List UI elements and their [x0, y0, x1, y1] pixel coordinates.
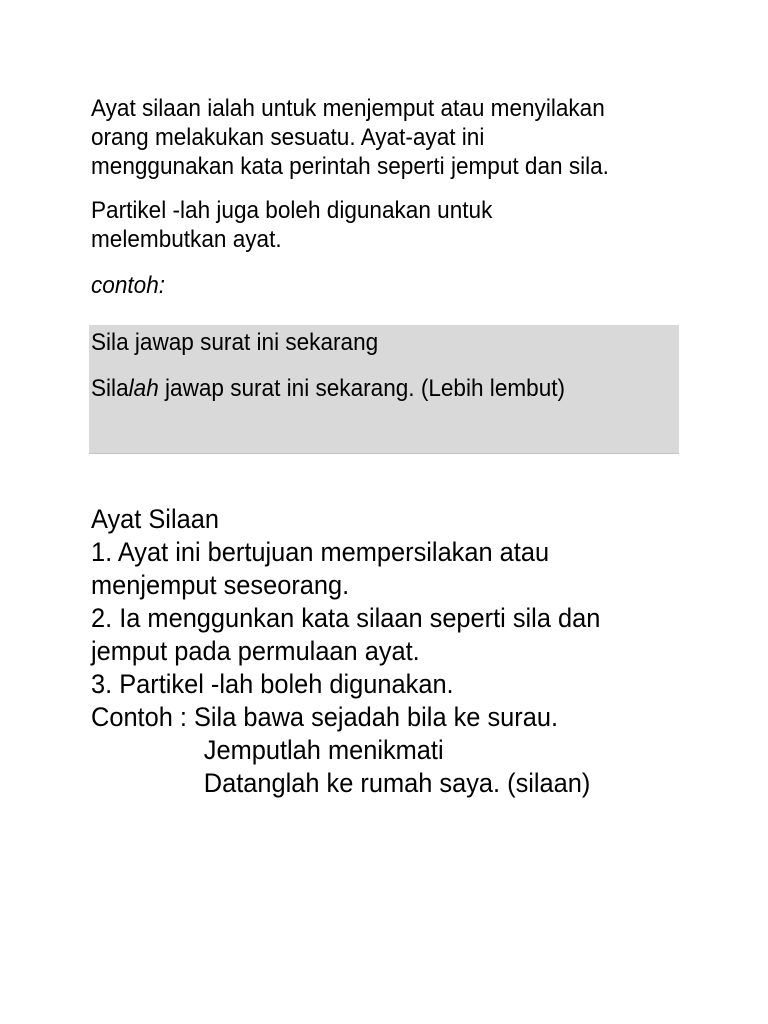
intro-paragraph-1-line-1: Ayat silaan ialah untuk menjemput atau menyilakan [91, 95, 605, 122]
notes-example-1: Contoh : Sila bawa sejadah bila ke surau. [91, 702, 559, 732]
intro-section [91, 94, 655, 300]
notes-example-2: Jemputlah menikmati [203, 735, 444, 765]
intro-paragraph-1-line-2: orang melakukan sesuatu. Ayat-ayat ini [91, 124, 485, 151]
notes-point-1-line-1: 1. Ayat ini bertujuan mempersilakan atau [91, 537, 550, 567]
intro-paragraph-2-line-1: Partikel -lah juga boleh digunakan untuk [91, 197, 493, 224]
example-box [89, 325, 679, 454]
intro-paragraph-2 [91, 196, 655, 254]
example-label: contoh: [91, 272, 166, 299]
example-line-2-emphasis: lah [128, 375, 159, 402]
intro-paragraph-1-line-3: menggunakan kata perintah seperti jemput dan sila. [91, 153, 609, 180]
notes-section [91, 503, 693, 800]
intro-paragraph-2-line-2: melembutkan ayat. [91, 226, 282, 253]
example-line-2-rest: jawap surat ini sekarang. (Lebih lembut) [158, 375, 566, 402]
notes-point-1-line-2: menjemput seseorang. [91, 570, 350, 600]
notes-point-2-line-2: jemput pada permulaan ayat. [91, 636, 420, 666]
notes-point-3: 3. Partikel -lah boleh digunakan. [91, 669, 454, 699]
example-line-1: Sila jawap surat ini sekarang [91, 329, 379, 356]
example-line-2 [91, 374, 565, 403]
notes-example-3: Datanglah ke rumah saya. (silaan) [203, 768, 591, 798]
notes-point-2-line-1: 2. Ia menggunkan kata silaan seperti sila dan [91, 603, 601, 633]
example-line-2-prefix: Sila [91, 375, 129, 402]
intro-paragraph-1 [91, 94, 655, 181]
notes-heading: Ayat Silaan [91, 504, 219, 534]
